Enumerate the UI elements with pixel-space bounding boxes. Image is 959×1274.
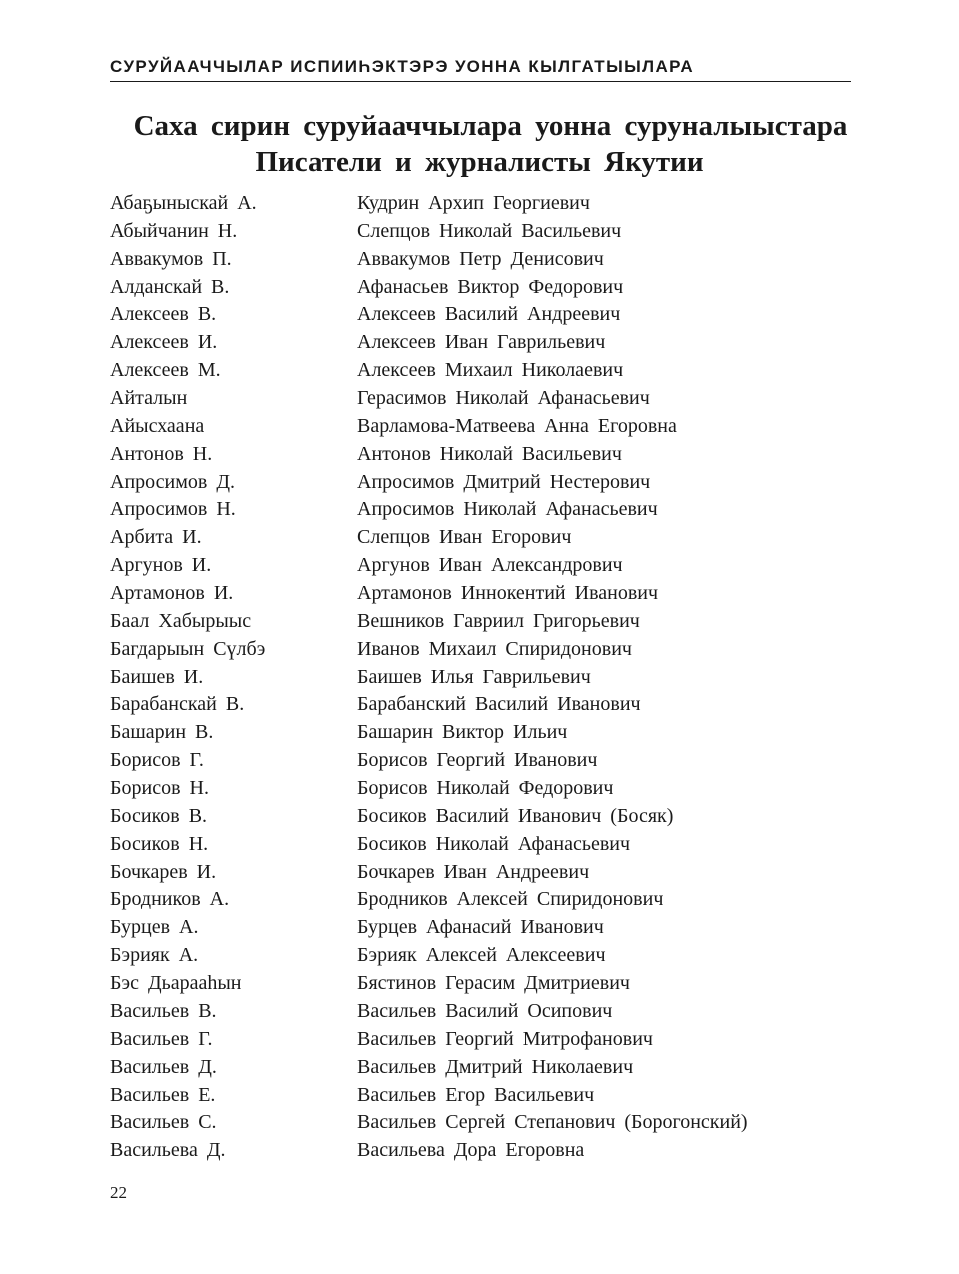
pseudonym: Антонов Н.: [110, 442, 213, 465]
list-item: [110, 691, 850, 719]
list-item: [110, 831, 850, 859]
full-name: Апросимов Николай Афанасьевич: [357, 498, 658, 521]
running-head: СУРУЙААЧЧЫЛАР ИСПИИҺЭКТЭРЭ УОННА КЫЛГАТЫЫЛАРА: [110, 57, 695, 76]
pseudonym: Багдарыын Сүлбэ: [110, 637, 266, 660]
full-name: Босиков Василий Иванович (Босяк): [357, 804, 674, 827]
list-item: [110, 803, 850, 831]
list-item: [110, 1054, 850, 1082]
full-name: Васильев Василий Осипович: [357, 999, 613, 1022]
list-item: [110, 413, 850, 441]
pseudonym: Васильев Д.: [110, 1055, 217, 1078]
list-item: [110, 970, 850, 998]
list-item: [110, 246, 850, 274]
full-name: Варламова-Матвеева Анна Егоровна: [357, 414, 677, 437]
full-name: Артамонов Иннокентий Иванович: [357, 582, 659, 605]
full-name: Слепцов Иван Егорович: [357, 526, 572, 549]
list-item: [110, 496, 850, 524]
full-name: Кудрин Архип Георгиевич: [357, 192, 590, 214]
full-name: Аргунов Иван Александрович: [357, 554, 623, 577]
pseudonym: Алексеев И.: [110, 331, 218, 354]
pseudonym: Васильев В.: [110, 999, 217, 1022]
full-name: Алексеев Иван Гаврильевич: [357, 331, 606, 354]
pseudonym: Бэс Дьарааһын: [110, 972, 242, 995]
pseudonym: Борисов Г.: [110, 749, 204, 772]
list-item: [110, 385, 850, 413]
list-item: [110, 469, 850, 497]
pseudonym: Васильев Г.: [110, 1027, 213, 1050]
header-rule: [110, 81, 851, 82]
full-name: Бродников Алексей Спиридонович: [357, 888, 664, 911]
list-item: [110, 329, 850, 357]
full-name: Борисов Георгий Иванович: [357, 749, 598, 772]
full-name: Слепцов Николай Васильевич: [357, 219, 622, 242]
list-item: [110, 190, 850, 218]
full-name: Антонов Николай Васильевич: [357, 442, 622, 465]
list-item: [110, 1082, 850, 1110]
pseudonym: Бурцев А.: [110, 916, 199, 939]
pseudonym: Абаҕыныскай А.: [110, 192, 257, 214]
full-name: Васильев Дмитрий Николаевич: [357, 1055, 634, 1078]
list-item: [110, 886, 850, 914]
list-item: [110, 914, 850, 942]
pseudonym: Арбита И.: [110, 526, 202, 549]
list-item: [110, 218, 850, 246]
pseudonym: Борисов Н.: [110, 777, 209, 800]
pseudonym: Айысхаана: [110, 414, 205, 437]
pseudonym: Абыйчанин Н.: [110, 219, 238, 242]
full-name: Башарин Виктор Ильич: [357, 721, 568, 744]
pseudonym: Аргунов И.: [110, 554, 212, 577]
list-item: [110, 274, 850, 302]
full-name: Апросимов Дмитрий Нестерович: [357, 470, 651, 493]
list-item: [110, 719, 850, 747]
list-item: [110, 608, 850, 636]
pseudonym: Артамонов И.: [110, 582, 234, 605]
full-name: Бэрияк Алексей Алексеевич: [357, 944, 606, 967]
list-item: [110, 1109, 850, 1137]
page-number: 22: [110, 1183, 127, 1202]
pseudonym: Бродников А.: [110, 888, 230, 911]
pseudonym: Васильев С.: [110, 1111, 217, 1134]
pseudonym-list: [110, 190, 850, 1165]
list-item: [110, 580, 850, 608]
full-name: Вешников Гавриил Григорьевич: [357, 609, 640, 632]
full-name: Афанасьев Виктор Федорович: [357, 275, 624, 298]
list-item: [110, 775, 850, 803]
full-name: Васильев Сергей Степанович (Борогонский): [357, 1111, 748, 1134]
pseudonym: Баишев И.: [110, 665, 204, 688]
list-item: [110, 1137, 850, 1165]
full-name: Босиков Николай Афанасьевич: [357, 832, 631, 855]
list-item: [110, 441, 850, 469]
full-name: Алексеев Василий Андреевич: [357, 303, 621, 326]
title-line-sakha: Саха сирин суруйааччылара уонна суруналыыстара: [133, 110, 848, 142]
pseudonym: Васильева Д.: [110, 1139, 226, 1162]
pseudonym: Апросимов Н.: [110, 498, 236, 521]
full-name: Аввакумов Петр Денисович: [357, 247, 604, 270]
pseudonym: Барабанскай В.: [110, 693, 245, 716]
full-name: Васильев Егор Васильевич: [357, 1083, 595, 1106]
full-name: Бочкарев Иван Андреевич: [357, 860, 590, 883]
list-item: [110, 552, 850, 580]
pseudonym: Айталын: [110, 387, 188, 410]
list-item: [110, 998, 850, 1026]
pseudonym: Босиков В.: [110, 804, 208, 827]
pseudonym: Баал Хабырыыс: [110, 609, 252, 632]
full-name: Васильев Георгий Митрофанович: [357, 1027, 653, 1050]
pseudonym: Апросимов Д.: [110, 470, 235, 493]
pseudonym: Васильев Е.: [110, 1083, 216, 1106]
list-item: [110, 664, 850, 692]
list-item: [110, 747, 850, 775]
full-name: Борисов Николай Федорович: [357, 777, 614, 800]
list-item: [110, 301, 850, 329]
full-name: Бурцев Афанасий Иванович: [357, 916, 604, 939]
pseudonym: Башарин В.: [110, 721, 214, 744]
pseudonym: Алексеев М.: [110, 359, 221, 382]
pseudonym: Бэрияк А.: [110, 944, 199, 967]
list-item: [110, 357, 850, 385]
full-name: Герасимов Николай Афанасьевич: [357, 387, 650, 410]
pseudonym: Бочкарев И.: [110, 860, 217, 883]
full-name: Васильева Дора Егоровна: [357, 1139, 585, 1162]
full-name: Иванов Михаил Спиридонович: [357, 637, 632, 660]
title-line-russian: Писатели и журналисты Якутии: [255, 146, 704, 178]
list-item: [110, 859, 850, 887]
list-item: [110, 1026, 850, 1054]
pseudonym: Аввакумов П.: [110, 247, 232, 270]
list-item: [110, 942, 850, 970]
full-name: Баишев Илья Гаврильевич: [357, 665, 591, 688]
full-name: Бястинов Герасим Дмитриевич: [357, 972, 630, 995]
pseudonym: Босиков Н.: [110, 832, 209, 855]
page-title: [0, 108, 959, 180]
pseudonym: Алданскай В.: [110, 275, 230, 298]
list-item: [110, 524, 850, 552]
full-name: Барабанский Василий Иванович: [357, 693, 641, 716]
full-name: Алексеев Михаил Николаевич: [357, 359, 624, 382]
pseudonym: Алексеев В.: [110, 303, 217, 326]
list-item: [110, 636, 850, 664]
